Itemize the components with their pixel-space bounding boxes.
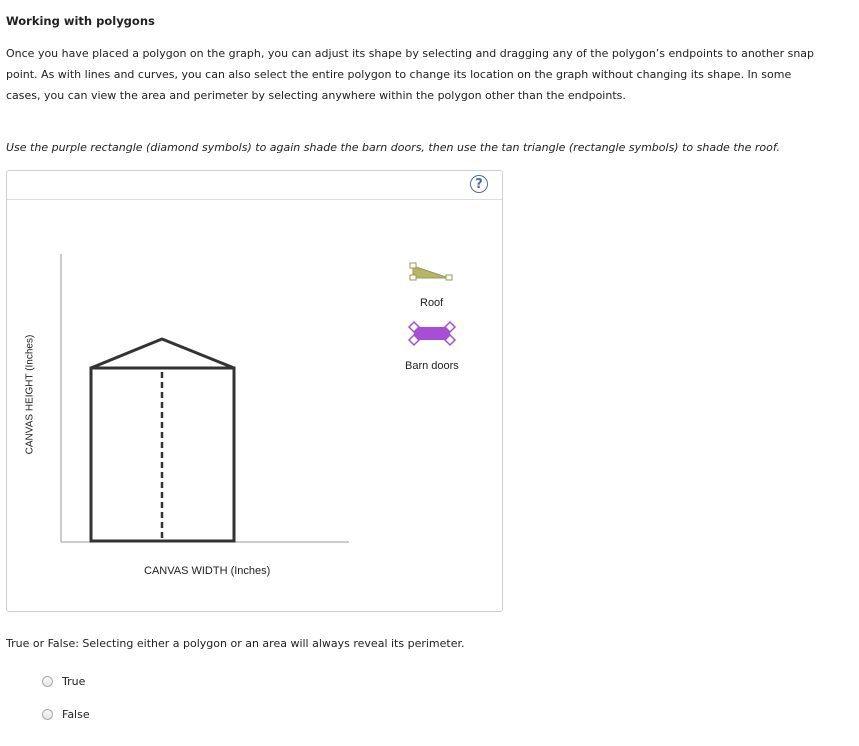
roof-handle — [410, 275, 416, 280]
x-axis-label: CANVAS WIDTH (Inches) — [144, 565, 271, 577]
graph-panel — [6, 170, 503, 612]
intro-paragraph: Once you have placed a polygon on the graph, you can adjust its shape by selecting and dragging any of the polygon’s endpoints to another snap point. As with lines and curves, you can also select the entire polygon to change its location on the graph without changing its shape. In some cases, you can view the area and perimeter by selecting anywhere within the polygon other than the endpoints. — [6, 47, 815, 102]
barn-roof-outline — [91, 339, 234, 368]
page-title: Working with polygons — [6, 14, 155, 28]
question-prompt: True or False: Selecting either a polygon or an area will always reveal its perimeter. — [6, 637, 465, 650]
instruction-text: Use the purple rectangle (diamond symbols) to again shade the barn doors, then use the tan triangle (rectangle symbols) to shade the roof. — [6, 141, 781, 154]
option-label: False — [62, 708, 90, 721]
help-icon[interactable]: ? — [470, 175, 488, 193]
graph-canvas[interactable] — [7, 171, 502, 611]
barn-doors-tool[interactable] — [409, 322, 455, 345]
option-true[interactable] — [42, 675, 85, 688]
radio-true[interactable] — [42, 676, 53, 687]
roof-tool[interactable] — [410, 263, 452, 280]
tan-triangle-icon — [413, 266, 449, 278]
option-false[interactable] — [42, 708, 90, 721]
roof-handle — [446, 275, 452, 280]
option-label: True — [62, 675, 86, 688]
radio-false[interactable] — [42, 709, 53, 720]
purple-rectangle-icon — [414, 327, 450, 340]
y-axis-label: CANVAS HEIGHT (Inches) — [24, 334, 36, 455]
roof-handle — [410, 263, 416, 268]
roof-tool-label: Roof — [420, 297, 444, 309]
barn-doors-tool-label: Barn doors — [405, 360, 459, 372]
